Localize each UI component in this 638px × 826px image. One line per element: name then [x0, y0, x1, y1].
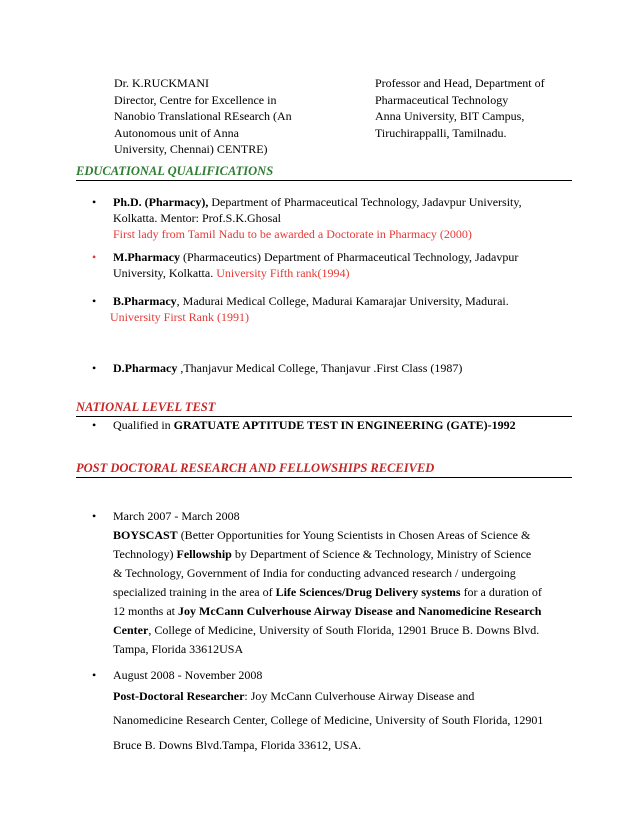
gate-line	[113, 416, 516, 434]
section-title-national: NATIONAL LEVEL TEST	[76, 399, 572, 417]
mpharm-degree: M.Pharmacy	[113, 250, 180, 264]
boyscast-label: BOYSCAST	[113, 528, 178, 542]
mpharm-line2	[113, 264, 350, 282]
postdoc1-date: March 2007 - March 2008	[113, 509, 240, 523]
header-left-line: Dr. K.RUCKMANI	[114, 76, 210, 90]
gate-prefix: Qualified in	[113, 418, 174, 432]
header-left-line: Nanobio Translational REsearch (An	[114, 109, 292, 123]
postdoc2-date: August 2008 - November 2008	[113, 668, 263, 682]
postdoc2-l1-rest: : Joy McCann Culverhouse Airway Disease and	[244, 689, 475, 703]
phd-note: First lady from Tamil Nadu to be awarded a Doctorate in Pharmacy (2000)	[113, 227, 472, 241]
bpharm-note: University First Rank (1991)	[110, 310, 249, 324]
postdoc1-l5	[113, 602, 541, 621]
phd-line2: Kolkatta. Mentor: Prof.S.K.Ghosal	[113, 211, 281, 225]
dpharm-degree: D.Pharmacy	[113, 361, 178, 375]
postdoc1-l6-rest: , College of Medicine, University of South Florida, 12901 Bruce B. Downs Blvd.	[148, 623, 540, 637]
bullet-icon: •	[92, 668, 97, 682]
postdoc1-l4	[113, 583, 542, 602]
postdoc-role: Post-Doctoral Researcher	[113, 689, 245, 703]
header-right-line: Tiruchirappalli, Tamilnadu.	[375, 125, 507, 140]
fellowship-label: Fellowship	[176, 547, 232, 561]
postdoc1-l4-rest: for a duration of	[460, 585, 542, 599]
header-right-line: Professor and Head, Department of	[375, 76, 545, 90]
postdoc2-l2: Nanomedicine Research Center, College of Medicine, University of South Florida, 12901	[113, 713, 544, 727]
gate-title: GRATUATE APTITUDE TEST IN ENGINEERING (GATE)-1992	[173, 418, 516, 432]
dpharm-line1	[113, 359, 462, 377]
mpharm-line1-rest: (Pharmaceutics) Department of Pharmaceutical Technology, Jadavpur	[179, 250, 519, 264]
postdoc1-l1-rest: (Better Opportunities for Young Scientists in Chosen Areas of Science &	[177, 528, 531, 542]
bullet-icon: •	[92, 195, 97, 209]
postdoc1-l3: & Technology, Government of India for conducting advanced research / undergoing	[113, 566, 516, 580]
bullet-icon: •	[92, 361, 97, 375]
header-right-line: Anna University, BIT Campus,	[375, 109, 525, 123]
postdoc1-l2-rest: by Department of Science & Technology, Ministry of Science	[231, 547, 532, 561]
postdoc1-l1	[113, 526, 530, 545]
postdoc2-l3: Bruce B. Downs Blvd.Tampa, Florida 33612, USA.	[113, 738, 362, 752]
bullet-icon: •	[92, 418, 97, 432]
research-area: Life Sciences/Drug Delivery systems	[275, 585, 461, 599]
bpharm-degree: B.Pharmacy	[113, 294, 177, 308]
postdoc1-l2	[113, 545, 531, 564]
header-right	[375, 75, 545, 141]
header-left-line: Director, Centre for Excellence in	[114, 92, 277, 107]
bpharm-line1-rest: , Madurai Medical College, Madurai Kamarajar University, Madurai.	[176, 294, 509, 308]
header-left	[114, 75, 292, 158]
postdoc1-l4-a: specialized training in the area of	[113, 585, 276, 599]
section-title-postdoc: POST DOCTORAL RESEARCH AND FELLOWSHIPS RECEIVED	[76, 460, 572, 478]
mpharm-line2-text: University, Kolkatta.	[113, 266, 217, 280]
postdoc2-l1	[113, 687, 474, 706]
header-left-line: University, Chennai) CENTRE)	[114, 142, 268, 156]
institution-name: Joy McCann Culverhouse Airway Disease and Nanomedicine Research	[178, 604, 542, 618]
center-label: Center	[113, 623, 149, 637]
postdoc1-l2-a: Technology)	[113, 547, 177, 561]
postdoc1-l5-a: 12 months at	[113, 604, 178, 618]
header-right-line: Pharmaceutical Technology	[375, 92, 509, 107]
section-title-education: EDUCATIONAL QUALIFICATIONS	[76, 163, 572, 181]
bullet-icon: •	[92, 294, 97, 308]
phd-degree: Ph.D. (Pharmacy),	[113, 195, 209, 209]
bullet-icon: •	[92, 509, 97, 523]
mpharm-note: University Fifth rank(1994)	[216, 266, 350, 280]
bullet-icon: •	[92, 250, 97, 264]
header-left-line: Autonomous unit of Anna	[114, 125, 239, 140]
postdoc1-l6	[113, 621, 539, 640]
dpharm-line1-rest: ,Thanjavur Medical College, Thanjavur .First Class (1987)	[177, 361, 463, 375]
phd-line1-rest: Department of Pharmaceutical Technology, Jadavpur University,	[208, 195, 522, 209]
postdoc1-l7: Tampa, Florida 33612USA	[113, 642, 244, 656]
